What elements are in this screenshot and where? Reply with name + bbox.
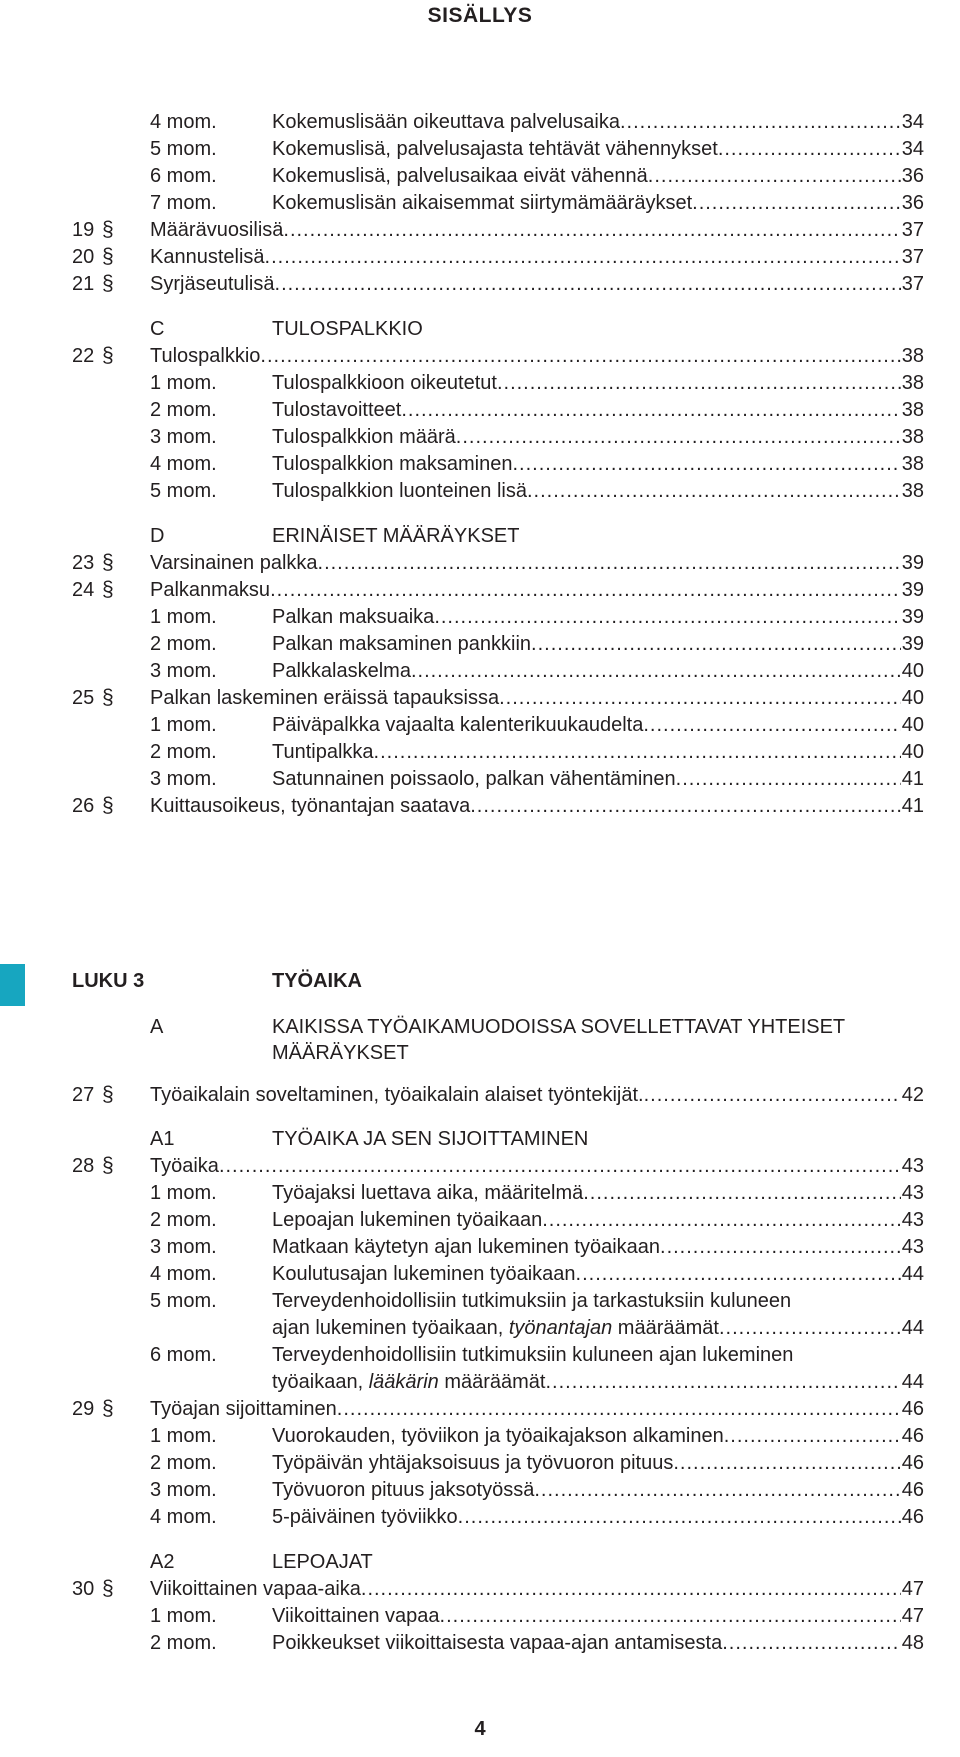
toc-entry-title: Kokemuslisän aikaisemmat siirtymämääräykset xyxy=(272,192,693,214)
toc-row[interactable] xyxy=(0,1450,960,1476)
toc-page-number: 43 xyxy=(901,1209,924,1231)
toc-page-number: 38 xyxy=(901,480,924,502)
toc-row[interactable] xyxy=(0,478,960,504)
dot-leader xyxy=(374,739,901,765)
section-symbol: § xyxy=(102,1154,114,1177)
toc-row[interactable] xyxy=(0,739,960,765)
dot-leader xyxy=(676,766,901,792)
toc-entry-title: Palkkalaskelma xyxy=(272,660,411,682)
toc-page-number: 43 xyxy=(901,1155,924,1177)
subsection-heading xyxy=(0,1549,960,1575)
dot-leader xyxy=(318,550,901,576)
section-number xyxy=(72,550,114,576)
toc-row[interactable] xyxy=(0,343,960,369)
toc-row[interactable] xyxy=(0,1576,960,1602)
section-symbol: § xyxy=(102,794,114,817)
toc-entry-title: Matkaan käytetyn ajan lukeminen työaikaan xyxy=(272,1236,661,1258)
toc-page-number: 40 xyxy=(901,660,924,682)
toc-page-number: 36 xyxy=(901,192,924,214)
subsection-letter: A xyxy=(150,1016,164,1038)
toc-page-number: 46 xyxy=(901,1479,924,1501)
toc-entry-title: Tulospalkkion määrä xyxy=(272,426,456,448)
toc-entry-leader xyxy=(272,1261,924,1287)
section-symbol: § xyxy=(102,245,114,268)
section-number xyxy=(72,793,114,819)
moment-number: 1 mom. xyxy=(150,714,217,736)
toc-entry-title: Työajaksi luettava aika, määritelmä xyxy=(272,1182,584,1204)
toc-entry-leader xyxy=(272,658,924,684)
dot-leader xyxy=(275,271,901,297)
subsection-title: ERINÄISET MÄÄRÄYKSET xyxy=(272,525,520,547)
toc-page-number: 46 xyxy=(901,1506,924,1528)
toc-page-number: 38 xyxy=(901,345,924,367)
toc-entry-leader xyxy=(272,1630,924,1656)
dot-leader xyxy=(542,1207,901,1233)
section-number xyxy=(72,1576,114,1602)
moment-number: 6 mom. xyxy=(150,1344,217,1366)
moment-number: 5 mom. xyxy=(150,480,217,502)
toc-page-number: 42 xyxy=(901,1084,924,1106)
moment-number: 1 mom. xyxy=(150,372,217,394)
toc-page-number: 44 xyxy=(901,1371,924,1393)
toc-row[interactable] xyxy=(0,1396,960,1422)
toc-row[interactable] xyxy=(0,424,960,450)
toc-entry-leader xyxy=(272,370,924,396)
dot-leader xyxy=(219,1153,901,1179)
toc-entry-title: 5-päiväinen työviikko xyxy=(272,1506,458,1528)
title-italic-part: työnantajan xyxy=(508,1317,613,1339)
toc-entry-title: Tuntipalkka xyxy=(272,741,374,763)
dot-leader xyxy=(470,793,901,819)
toc-entry-title: Tulospalkkion luonteinen lisä xyxy=(272,480,527,502)
moment-number: 6 mom. xyxy=(150,165,217,187)
section-number-value: 25 xyxy=(72,687,95,709)
dot-leader xyxy=(499,685,901,711)
subsection-letter: C xyxy=(150,318,165,340)
toc-entry-title: Syrjäseutulisä xyxy=(150,273,275,295)
toc-row[interactable] xyxy=(0,1234,960,1260)
moment-number: 2 mom. xyxy=(150,1452,217,1474)
moment-number: 2 mom. xyxy=(150,633,217,655)
toc-entry-title: Satunnainen poissaolo, palkan vähentäminen xyxy=(272,768,676,790)
dot-leader xyxy=(673,1450,900,1476)
toc-entry-title-line1: Terveydenhoidollisiin tutkimuksiin kuluneen ajan lukeminen xyxy=(272,1344,794,1366)
section-number xyxy=(72,1396,114,1422)
section-number xyxy=(72,685,114,711)
toc-entry-title: Viikoittainen vapaa xyxy=(272,1605,440,1627)
dot-leader xyxy=(456,424,901,450)
toc-entry-title: Palkan maksuaika xyxy=(272,606,435,628)
moment-number: 1 mom. xyxy=(150,1182,217,1204)
toc-entry-title: Työpäivän yhtäjaksoisuus ja työvuoron pituus xyxy=(272,1452,674,1474)
toc-row[interactable] xyxy=(0,109,960,135)
dot-leader xyxy=(724,1423,901,1449)
title-italic-part: lääkärin xyxy=(368,1371,439,1393)
dot-leader xyxy=(576,1261,901,1287)
subsection-title-line2: MÄÄRÄYKSET xyxy=(272,1042,409,1064)
toc-page-number: 38 xyxy=(901,453,924,475)
toc-entry-title-line2 xyxy=(272,1369,546,1395)
chapter-marker-bar xyxy=(0,964,25,1006)
title-part: työaikaan, xyxy=(272,1371,369,1393)
toc-row[interactable] xyxy=(0,1477,960,1503)
section-number-value: 26 xyxy=(72,795,95,817)
section-symbol: § xyxy=(102,1397,114,1420)
section-number-value: 30 xyxy=(72,1578,95,1600)
subsection-letter: D xyxy=(150,525,165,547)
dot-leader xyxy=(660,1234,901,1260)
toc-entry-title: Tulospalkkio xyxy=(150,345,261,367)
toc-entry-leader xyxy=(150,271,924,297)
section-number xyxy=(72,271,114,297)
toc-row[interactable] xyxy=(0,793,960,819)
toc-page-number: 36 xyxy=(901,165,924,187)
section-number xyxy=(72,1082,114,1108)
toc-page-number: 37 xyxy=(901,219,924,241)
subsection-heading xyxy=(0,523,960,549)
toc-page-number: 40 xyxy=(901,714,924,736)
toc-entry-title-line1: Terveydenhoidollisiin tutkimuksiin ja tarkastuksiin kuluneen xyxy=(272,1290,792,1312)
moment-number: 1 mom. xyxy=(150,1425,217,1447)
section-symbol: § xyxy=(102,218,114,241)
toc-page-number: 43 xyxy=(901,1236,924,1258)
dot-leader xyxy=(265,244,901,270)
toc-entry-leader xyxy=(272,766,924,792)
dot-leader xyxy=(361,1576,901,1602)
toc-row[interactable] xyxy=(0,1630,960,1656)
toc-row[interactable] xyxy=(0,136,960,162)
toc-page-number: 37 xyxy=(901,273,924,295)
toc-row[interactable] xyxy=(0,1504,960,1530)
moment-number: 3 mom. xyxy=(150,660,217,682)
page-number: 4 xyxy=(474,1718,486,1740)
toc-row[interactable] xyxy=(0,1180,960,1206)
subsection-heading xyxy=(0,316,960,342)
toc-entry-leader xyxy=(150,577,924,603)
section-number xyxy=(72,217,114,243)
dot-leader xyxy=(527,478,901,504)
section-number-value: 28 xyxy=(72,1155,95,1177)
toc-page-number: 43 xyxy=(901,1182,924,1204)
toc-row[interactable] xyxy=(0,397,960,423)
toc-entry-title: Kuittausoikeus, työnantajan saatava xyxy=(150,795,471,817)
toc-entry-title: Palkanmaksu xyxy=(150,579,271,601)
toc-entry-leader xyxy=(150,343,924,369)
dot-leader xyxy=(440,1603,901,1629)
dot-leader xyxy=(497,370,901,396)
moment-number: 4 mom. xyxy=(150,453,217,475)
toc-entry-leader xyxy=(150,1082,924,1108)
toc-entry-title: Tulospalkkion maksaminen xyxy=(272,453,513,475)
toc-row[interactable] xyxy=(0,658,960,684)
section-symbol: § xyxy=(102,578,114,601)
dot-leader xyxy=(620,109,901,135)
toc-entry-leader xyxy=(272,451,924,477)
dot-leader xyxy=(458,1504,901,1530)
toc-page-number: 41 xyxy=(901,768,924,790)
dot-leader xyxy=(583,1180,901,1206)
dot-leader xyxy=(434,604,900,630)
toc-page-number: 39 xyxy=(901,552,924,574)
moment-number: 2 mom. xyxy=(150,1209,217,1231)
toc-entry-title: Kokemuslisään oikeuttava palvelusaika xyxy=(272,111,620,133)
section-number-value: 21 xyxy=(72,273,95,295)
dot-leader xyxy=(337,1396,901,1422)
toc-entry-title: Lepoajan lukeminen työaikaan xyxy=(272,1209,543,1231)
dot-leader xyxy=(722,1630,901,1656)
toc-row[interactable] xyxy=(0,577,960,603)
dot-leader xyxy=(648,163,901,189)
toc-row[interactable] xyxy=(0,163,960,189)
subsection-heading xyxy=(0,1126,960,1152)
toc-entry-leader xyxy=(150,1396,924,1422)
toc-page-number: 48 xyxy=(901,1632,924,1654)
toc-entry-leader xyxy=(272,136,924,162)
toc-entry-leader xyxy=(272,1423,924,1449)
toc-entry-title: Kannustelisä xyxy=(150,246,265,268)
toc-entry-leader xyxy=(272,1369,924,1395)
dot-leader xyxy=(643,712,900,738)
chapter-heading xyxy=(0,968,960,994)
toc-entry-leader xyxy=(272,739,924,765)
section-number xyxy=(72,1153,114,1179)
dot-leader xyxy=(283,217,900,243)
section-number-value: 29 xyxy=(72,1398,95,1420)
toc-row[interactable] xyxy=(0,631,960,657)
chapter-title: TYÖAIKA xyxy=(272,970,362,992)
toc-page-number: 38 xyxy=(901,426,924,448)
toc-entry-leader xyxy=(150,793,924,819)
toc-entry-leader xyxy=(272,397,924,423)
toc-entry-title: Palkan maksaminen pankkiin xyxy=(272,633,532,655)
section-number-value: 23 xyxy=(72,552,95,574)
toc-page-number: 40 xyxy=(901,687,924,709)
section-symbol: § xyxy=(102,686,114,709)
toc-page-number: 46 xyxy=(901,1425,924,1447)
dot-leader xyxy=(270,577,901,603)
toc-entry-leader xyxy=(272,478,924,504)
toc-row[interactable] xyxy=(0,1261,960,1287)
toc-row[interactable] xyxy=(0,1342,960,1395)
section-number-value: 27 xyxy=(72,1084,95,1106)
toc-entry-title: Tulostavoitteet xyxy=(272,399,402,421)
toc-entry-leader xyxy=(272,163,924,189)
subsection-title: TULOSPALKKIO xyxy=(272,318,423,340)
toc-entry-title-line2 xyxy=(272,1315,719,1341)
toc-page-number: 38 xyxy=(901,372,924,394)
moment-number: 1 mom. xyxy=(150,1605,217,1627)
toc-page-number: 38 xyxy=(901,399,924,421)
section-symbol: § xyxy=(102,1083,114,1106)
toc-row[interactable] xyxy=(0,370,960,396)
toc-page-number: 47 xyxy=(901,1578,924,1600)
moment-number: 4 mom. xyxy=(150,1263,217,1285)
toc-entry-leader xyxy=(150,685,924,711)
toc-entry-title: Koulutusajan lukeminen työaikaan xyxy=(272,1263,576,1285)
section-symbol: § xyxy=(102,272,114,295)
section-number-value: 20 xyxy=(72,246,95,268)
moment-number: 5 mom. xyxy=(150,138,217,160)
dot-leader xyxy=(411,658,901,684)
moment-number: 3 mom. xyxy=(150,768,217,790)
subsection-letter: A2 xyxy=(150,1551,175,1573)
section-number xyxy=(72,343,114,369)
toc-row[interactable] xyxy=(0,1423,960,1449)
toc-entry-leader xyxy=(272,190,924,216)
page-title: SISÄLLYS xyxy=(427,4,533,27)
toc-entry-leader xyxy=(150,550,924,576)
subsection-letter: A1 xyxy=(150,1128,175,1150)
toc-row[interactable] xyxy=(0,712,960,738)
moment-number: 2 mom. xyxy=(150,741,217,763)
section-number-value: 19 xyxy=(72,219,95,241)
toc-entry-leader xyxy=(272,424,924,450)
toc-page-number: 34 xyxy=(901,138,924,160)
toc-row[interactable] xyxy=(0,550,960,576)
toc-entry-leader xyxy=(272,1234,924,1260)
toc-row[interactable] xyxy=(0,271,960,297)
toc-entry-leader xyxy=(272,1180,924,1206)
toc-entry-title: Vuorokauden, työviikon ja työaikajakson alkaminen xyxy=(272,1425,724,1447)
toc-page-number: 46 xyxy=(901,1452,924,1474)
toc-entry-leader xyxy=(272,109,924,135)
toc-row[interactable] xyxy=(0,217,960,243)
section-symbol: § xyxy=(102,1577,114,1600)
section-number xyxy=(72,244,114,270)
toc-row[interactable] xyxy=(0,1207,960,1233)
toc-row[interactable] xyxy=(0,1082,960,1108)
moment-number: 5 mom. xyxy=(150,1290,217,1312)
section-number-value: 22 xyxy=(72,345,95,367)
dot-leader xyxy=(534,1477,900,1503)
moment-number: 3 mom. xyxy=(150,426,217,448)
toc-entry-leader xyxy=(272,604,924,630)
moment-number: 4 mom. xyxy=(150,1506,217,1528)
dot-leader xyxy=(546,1369,901,1395)
toc-row[interactable] xyxy=(0,1603,960,1629)
toc-page-number: 40 xyxy=(901,741,924,763)
title-part: ajan lukeminen työaikaan, xyxy=(272,1317,509,1339)
toc-entry-title: Kokemuslisä, palvelusaikaa eivät vähennä xyxy=(272,165,648,187)
toc-page-number: 41 xyxy=(901,795,924,817)
toc-page-number: 39 xyxy=(901,633,924,655)
toc-entry-title: Määrävuosilisä xyxy=(150,219,284,241)
toc-row[interactable] xyxy=(0,244,960,270)
dot-leader xyxy=(719,1315,901,1341)
toc-row[interactable] xyxy=(0,604,960,630)
toc-entry-leader xyxy=(272,631,924,657)
subsection-title-line1: KAIKISSA TYÖAIKAMUODOISSA SOVELLETTAVAT YHTEISET xyxy=(272,1016,846,1038)
toc-entry-title: Työajan sijoittaminen xyxy=(150,1398,337,1420)
dot-leader xyxy=(512,451,900,477)
moment-number: 3 mom. xyxy=(150,1479,217,1501)
toc-entry-title: Varsinainen palkka xyxy=(150,552,318,574)
moment-number: 3 mom. xyxy=(150,1236,217,1258)
dot-leader xyxy=(401,397,900,423)
subsection-heading xyxy=(0,1014,960,1068)
section-symbol: § xyxy=(102,551,114,574)
toc-page-number: 39 xyxy=(901,606,924,628)
dot-leader xyxy=(644,1082,901,1108)
toc-entry-title: Työaika xyxy=(150,1155,219,1177)
toc-row[interactable] xyxy=(0,1153,960,1179)
toc-entry-leader xyxy=(272,1477,924,1503)
toc-entry-title: Poikkeukset viikoittaisesta vapaa-ajan antamisesta xyxy=(272,1632,723,1654)
toc-entry-leader xyxy=(150,244,924,270)
toc-entry-leader xyxy=(272,1315,924,1341)
section-number xyxy=(72,577,114,603)
toc-entry-leader xyxy=(150,217,924,243)
toc-entry-title: Kokemuslisä, palvelusajasta tehtävät vähennykset xyxy=(272,138,718,160)
subsection-title: TYÖAIKA JA SEN SIJOITTAMINEN xyxy=(272,1128,589,1150)
toc-page-number: 47 xyxy=(901,1605,924,1627)
toc-entry-leader xyxy=(150,1153,924,1179)
toc-page-number: 34 xyxy=(901,111,924,133)
toc-row[interactable] xyxy=(0,766,960,792)
toc-page-number: 44 xyxy=(901,1263,924,1285)
toc-entry-title: Tulospalkkioon oikeutetut xyxy=(272,372,497,394)
dot-leader xyxy=(531,631,901,657)
section-symbol: § xyxy=(102,344,114,367)
toc-entry-title: Työaikalain soveltaminen, työaikalain alaiset työntekijät. xyxy=(150,1084,644,1106)
moment-number: 1 mom. xyxy=(150,606,217,628)
toc-entry-leader xyxy=(272,1504,924,1530)
dot-leader xyxy=(718,136,901,162)
moment-number: 2 mom. xyxy=(150,399,217,421)
toc-row[interactable] xyxy=(0,190,960,216)
toc-row[interactable] xyxy=(0,1288,960,1341)
toc-entry-leader xyxy=(272,1207,924,1233)
toc-entry-title: Päiväpalkka vajaalta kalenterikuukaudelta xyxy=(272,714,644,736)
moment-number: 4 mom. xyxy=(150,111,217,133)
toc-entry-leader xyxy=(150,1576,924,1602)
toc-row[interactable] xyxy=(0,451,960,477)
toc-entry-title: Työvuoron pituus jaksotyössä xyxy=(272,1479,535,1501)
toc-entry-leader xyxy=(272,712,924,738)
toc-entry-leader xyxy=(272,1603,924,1629)
subsection-title: LEPOAJAT xyxy=(272,1551,373,1573)
chapter-label: LUKU 3 xyxy=(72,970,145,992)
toc-page-number: 46 xyxy=(901,1398,924,1420)
dot-leader xyxy=(692,190,901,216)
toc-entry-leader xyxy=(272,1450,924,1476)
toc-entry-title: Palkan laskeminen eräissä tapauksissa xyxy=(150,687,500,709)
toc-entry-title: Viikoittainen vapaa-aika xyxy=(150,1578,361,1600)
moment-number: 2 mom. xyxy=(150,1632,217,1654)
title-part: määräämät xyxy=(612,1317,719,1339)
toc-page-number: 44 xyxy=(901,1317,924,1339)
moment-number: 7 mom. xyxy=(150,192,217,214)
toc-page-number: 37 xyxy=(901,246,924,268)
title-part: määräämät xyxy=(438,1371,546,1393)
dot-leader xyxy=(260,343,900,369)
toc-row[interactable] xyxy=(0,685,960,711)
section-number-value: 24 xyxy=(72,579,95,601)
toc-page-number: 39 xyxy=(901,579,924,601)
